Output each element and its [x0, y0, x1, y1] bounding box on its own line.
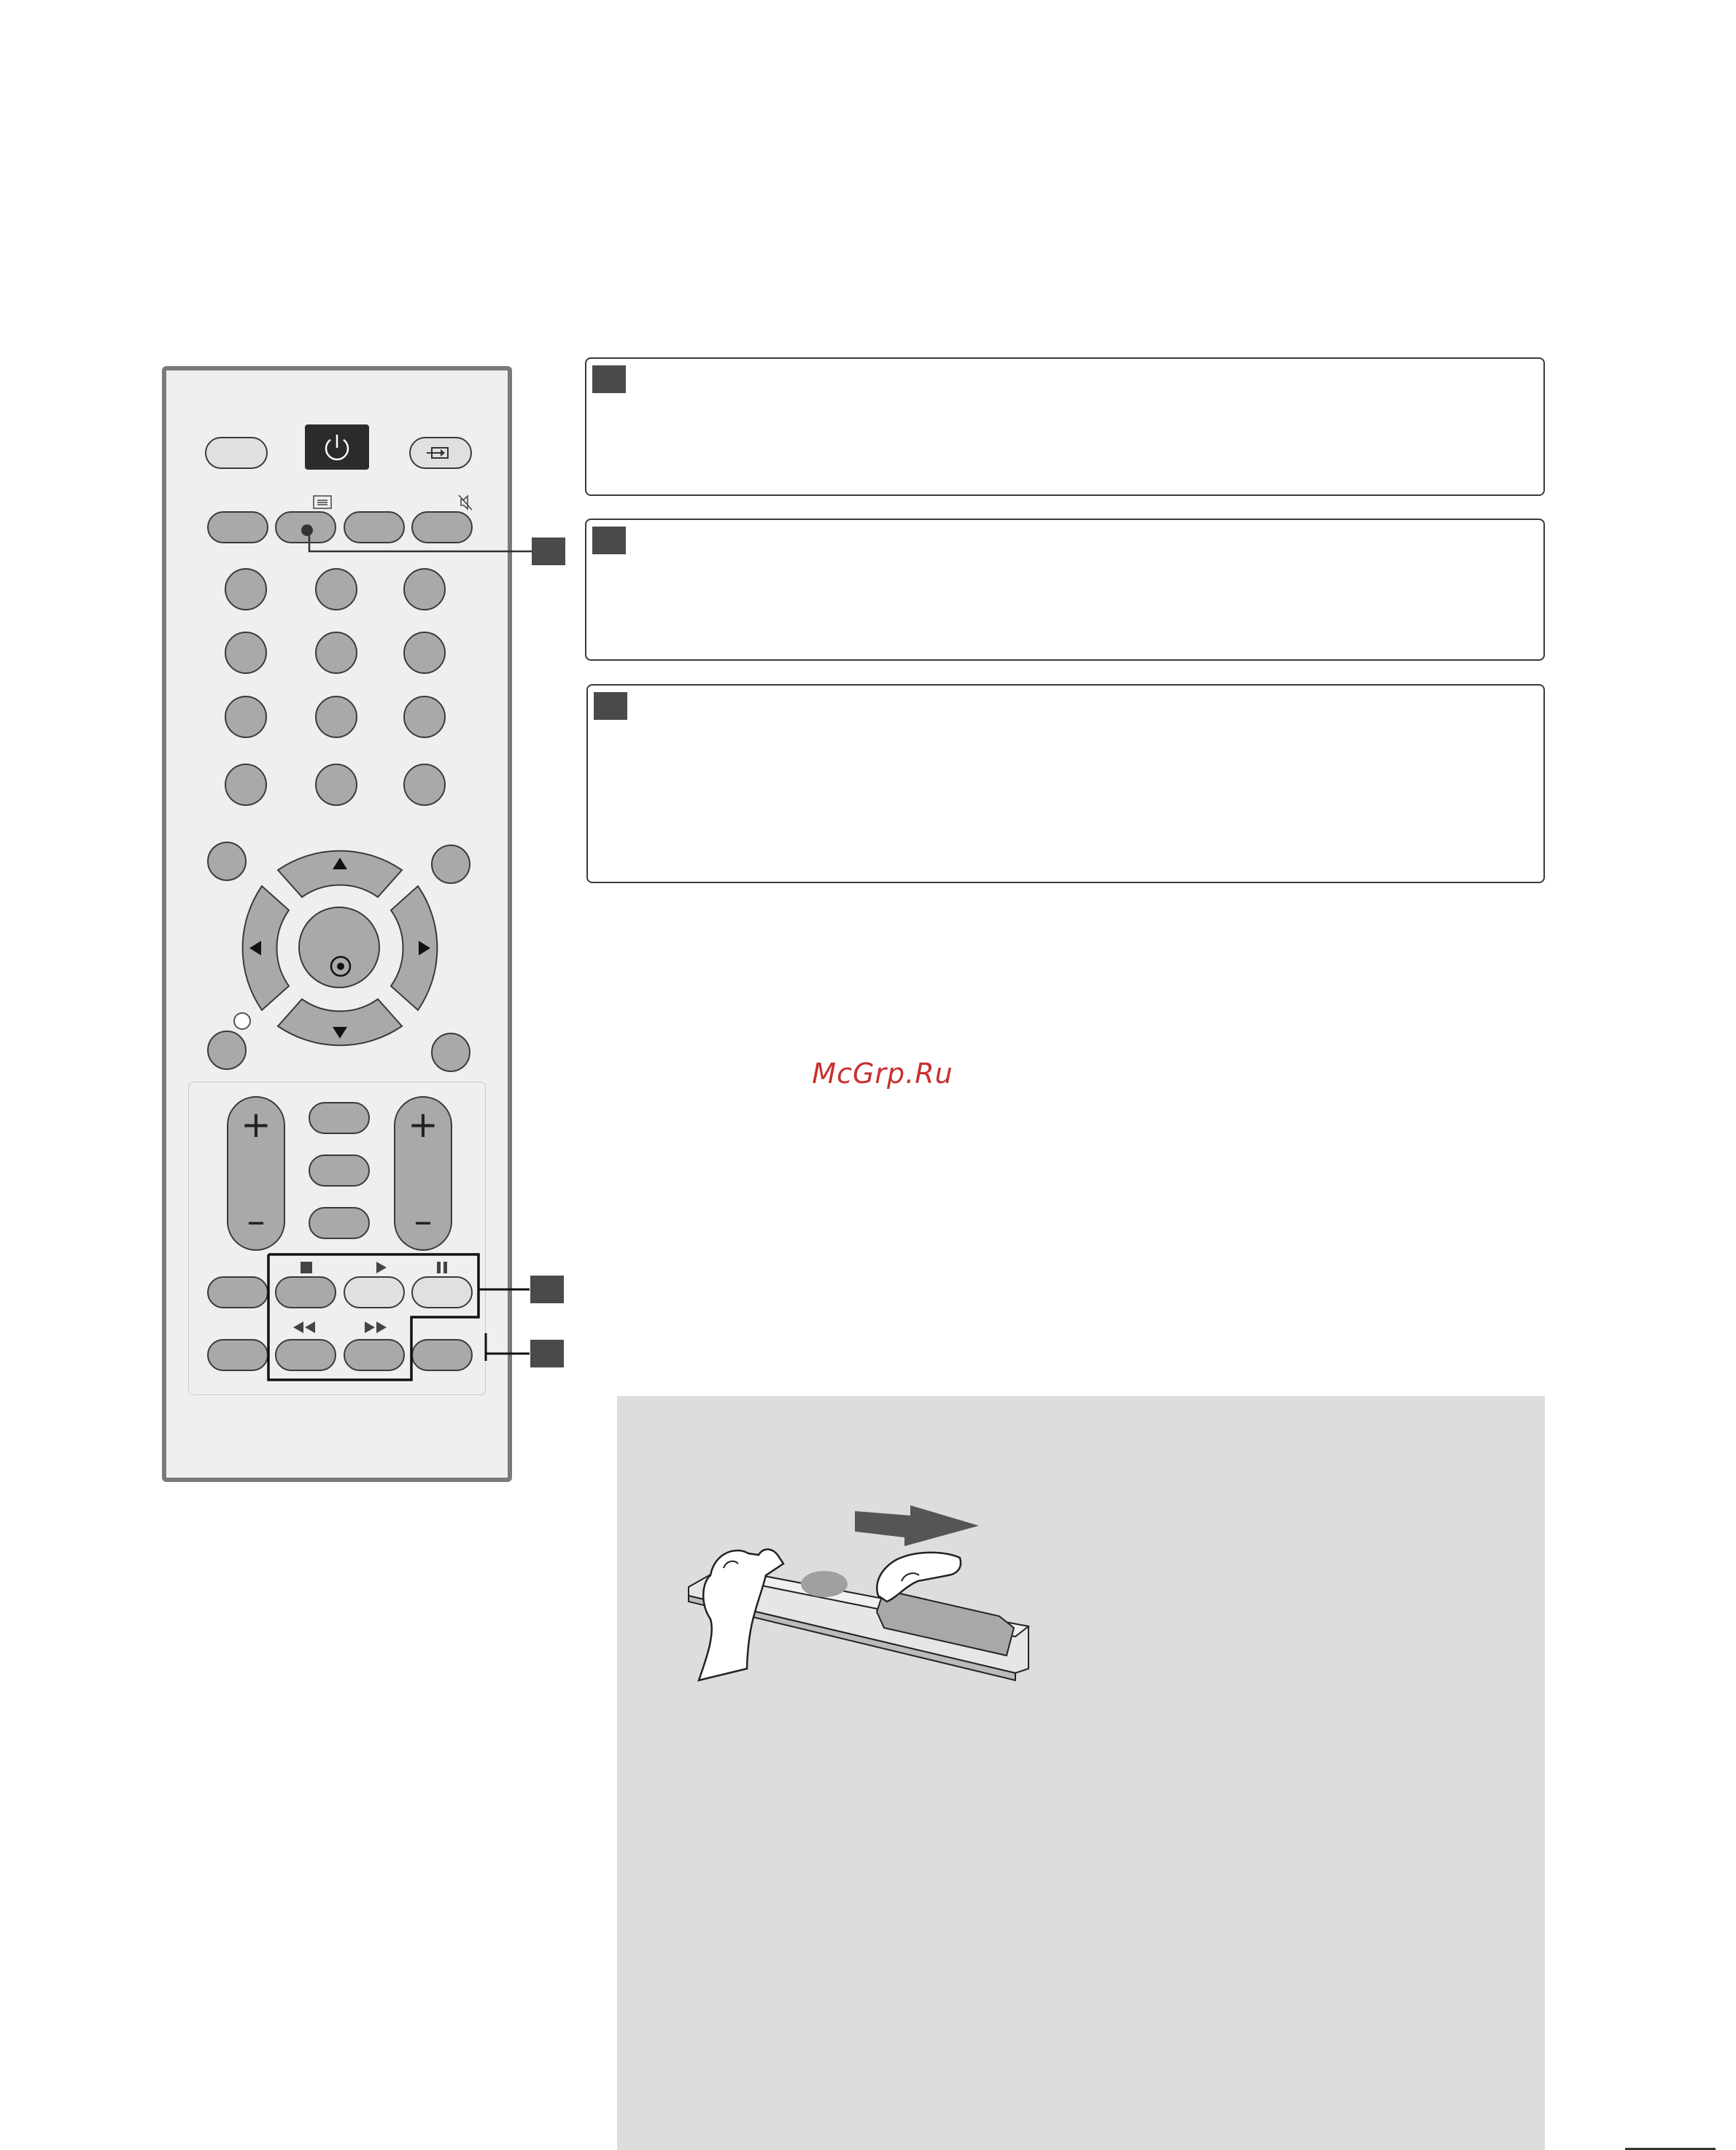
marker-text-button	[532, 538, 565, 565]
callout-box-1	[585, 357, 1545, 496]
slide-direction-arrow-icon	[855, 1505, 979, 1546]
program-rocker[interactable]	[394, 1096, 452, 1251]
number-button-5[interactable]	[315, 632, 357, 674]
mute-icon	[457, 493, 474, 512]
row2-button-1[interactable]	[207, 511, 268, 543]
input-icon	[411, 438, 470, 467]
battery-cover-illustration	[686, 1473, 1036, 1692]
callout-box-2	[585, 519, 1545, 661]
number-button-4[interactable]	[225, 632, 267, 674]
callout-marker-3	[594, 692, 627, 720]
watermark: McGrp.Ru	[812, 1057, 953, 1090]
number-button-1[interactable]	[225, 568, 267, 610]
transport-row2-left-button[interactable]	[207, 1339, 268, 1371]
power-button[interactable]	[305, 424, 369, 470]
number-button-8[interactable]	[315, 696, 357, 738]
marker-transport-1	[530, 1276, 564, 1303]
back-indicator	[233, 1012, 251, 1030]
callout-box-3	[586, 684, 1545, 883]
number-button-9[interactable]	[403, 696, 446, 738]
number-button-2[interactable]	[315, 568, 357, 610]
callout-marker-2	[592, 527, 626, 554]
number-button-0[interactable]	[315, 764, 357, 806]
back-button[interactable]	[207, 1031, 247, 1070]
volume-rocker[interactable]	[227, 1096, 285, 1251]
power-icon	[305, 424, 369, 470]
transport-row1-left-button[interactable]	[207, 1276, 268, 1308]
number-button-6[interactable]	[403, 632, 446, 674]
number-button-3[interactable]	[403, 568, 446, 610]
middle-button-1[interactable]	[309, 1102, 370, 1134]
transport-bracket	[266, 1251, 572, 1383]
number-button-list[interactable]	[225, 764, 267, 806]
volume-minus-label: –	[247, 1200, 266, 1242]
ok-dot-icon	[300, 908, 379, 987]
middle-button-2[interactable]	[309, 1154, 370, 1187]
volume-plus-label: +	[241, 1103, 271, 1146]
ok-button[interactable]	[298, 907, 380, 988]
program-minus-label: –	[414, 1200, 433, 1242]
number-button-7[interactable]	[225, 696, 267, 738]
exit-button[interactable]	[431, 1033, 470, 1072]
marker-transport-2	[530, 1340, 564, 1367]
text-menu-icon	[312, 494, 333, 511]
number-button-qview[interactable]	[403, 764, 446, 806]
callout-marker-1	[592, 365, 626, 393]
leader-line-text	[306, 532, 532, 554]
program-plus-label: +	[408, 1103, 438, 1146]
tv-button[interactable]	[205, 437, 268, 469]
input-button[interactable]	[409, 437, 472, 469]
middle-button-3[interactable]	[309, 1207, 370, 1239]
